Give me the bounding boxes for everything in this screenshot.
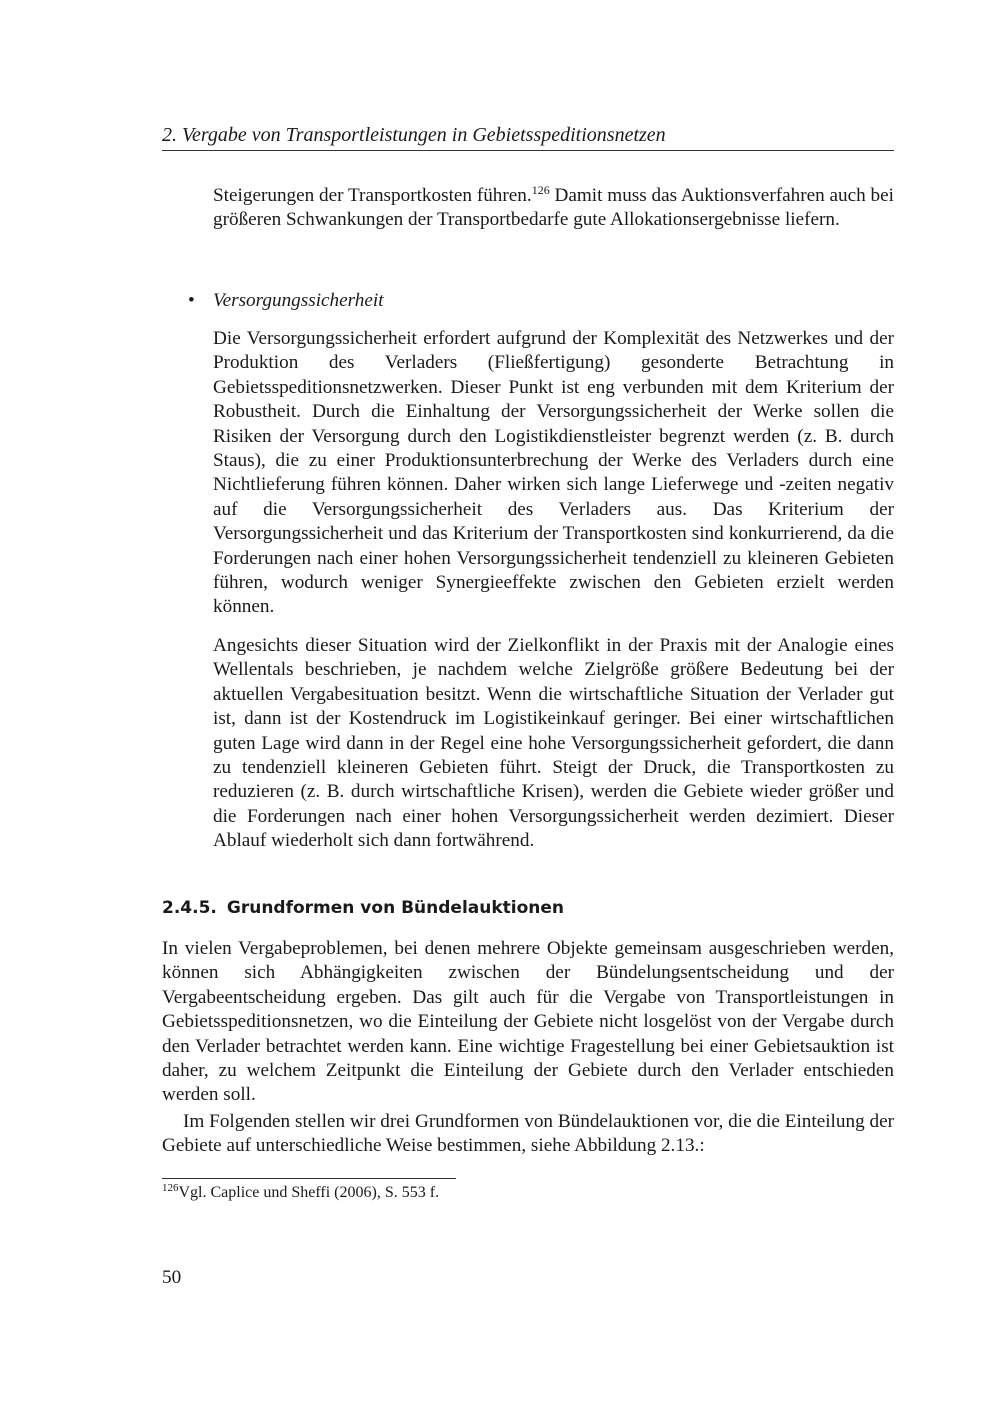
footnote-text: Vgl. Caplice und Sheffi (2006), S. 553 f. (178, 1184, 440, 1201)
paragraph-text-after-ref: Damit muss das Auktionsverfahren auch bei größeren Schwankungen der Transportbedarfe gute Allokationsergebnisse liefern. (213, 185, 894, 231)
footnote-reference-126[interactable]: 126 (531, 183, 550, 197)
page-number: 50 (162, 1267, 182, 1288)
running-header (162, 122, 894, 151)
footnote-number: 126 (162, 1182, 179, 1194)
paragraph-transport-cost-continuation (213, 184, 894, 233)
bullet-label: Versorgungssicherheit (213, 290, 384, 311)
section-number: 2.4.5. (162, 898, 217, 918)
footnote-divider (162, 1178, 456, 1179)
paragraph-versorgungssicherheit: Die Versorgungssicherheit erfordert aufgrund der Komplexität des Netzwerkes und der Produktion des Verladers (Fließfertigung) gesonderte Betrachtung in Gebietsspeditionsnetzwerken. Dieser Punkt ist eng verbunden mit dem Kriterium der Robustheit. Durch die Einhaltung der Versorgungssicherheit der Werke sollen die Risiken der Versorgung durch den Logistikdienstleister begrenzt werden (z. B. durch Staus), die zu einer Produktionsunterbrechung der Werke des Verladers durch eine Nichtlieferung führen können. Daher wirken sich lange Lieferwege und -zeiten negativ auf die Versorgungssicherheit des Verladers aus. Das Kriterium der Versorgungssicherheit und das Kriterium der Transportkosten sind konkurrierend, da die Forderungen nach einer hohen Versorgungssicherheit tendenziell zu kleineren Gebieten führen, wodurch weniger Synergieeffekte zwischen den Gebieten erzielt werden können. (213, 328, 894, 618)
paragraph-zielkonflikt: Angesichts dieser Situation wird der Zielkonflikt in der Praxis mit der Analogie eines Wellentals beschrieben, je nachdem welche Zielgröße größere Bedeutung bei der aktuellen Vergabesituation besitzt. Wenn die wirtschaftliche Situation der Verlader gut ist, dann ist der Kostendruck im Logistikeinkauf geringer. Bei einer wirtschaftlichen guten Lage wird dann in der Regel eine hohe Versorgungssicherheit gefordert, die dann zu tendenziell kleineren Gebieten führt. Steigt der Druck, die Transportkosten zu reduzieren (z. B. durch wirtschaftliche Krisen), werden die Gebiete wieder größer und die Forderungen nach einer hohen Versorgungssicherheit werden dezimiert. Dieser Ablauf wiederholt sich dann fortwährend. (213, 635, 894, 852)
section-title: Grundformen von Bündelauktionen (226, 898, 565, 918)
bullet-icon: • (188, 290, 195, 311)
paragraph-text-before-ref: Steigerungen der Transportkosten führen. (213, 185, 532, 206)
footnote-126 (162, 1183, 439, 1203)
paragraph-grundformen: Im Folgenden stellen wir drei Grundformen von Bündelauktionen vor, die die Einteilung der Gebiete auf unterschiedliche Weise bestimmen, siehe Abbildung 2.13.: (162, 1111, 894, 1157)
section-heading (162, 896, 564, 920)
running-header-title: 2. Vergabe von Transportleistungen in Gebietsspeditionsnetzen (162, 124, 666, 146)
paragraph-vergabeprobleme: In vielen Vergabeproblemen, bei denen mehrere Objekte gemeinsam ausgeschrieben werden, können sich Abhängigkeiten zwischen der Bündelungsentscheidung und der Vergabeentscheidung ergeben. Das gilt auch für die Vergabe von Transportleistungen in Gebietsspeditionsnetzen, wo die Einteilung der Gebiete nicht losgelöst von der Vergabe durch den Verlader betrachtet werden kann. Eine wichtige Fragestellung bei einer Gebietsauktion ist daher, zu welchem Zeitpunkt die Einteilung der Gebiete durch den Verlader entschieden werden soll. (162, 938, 894, 1106)
